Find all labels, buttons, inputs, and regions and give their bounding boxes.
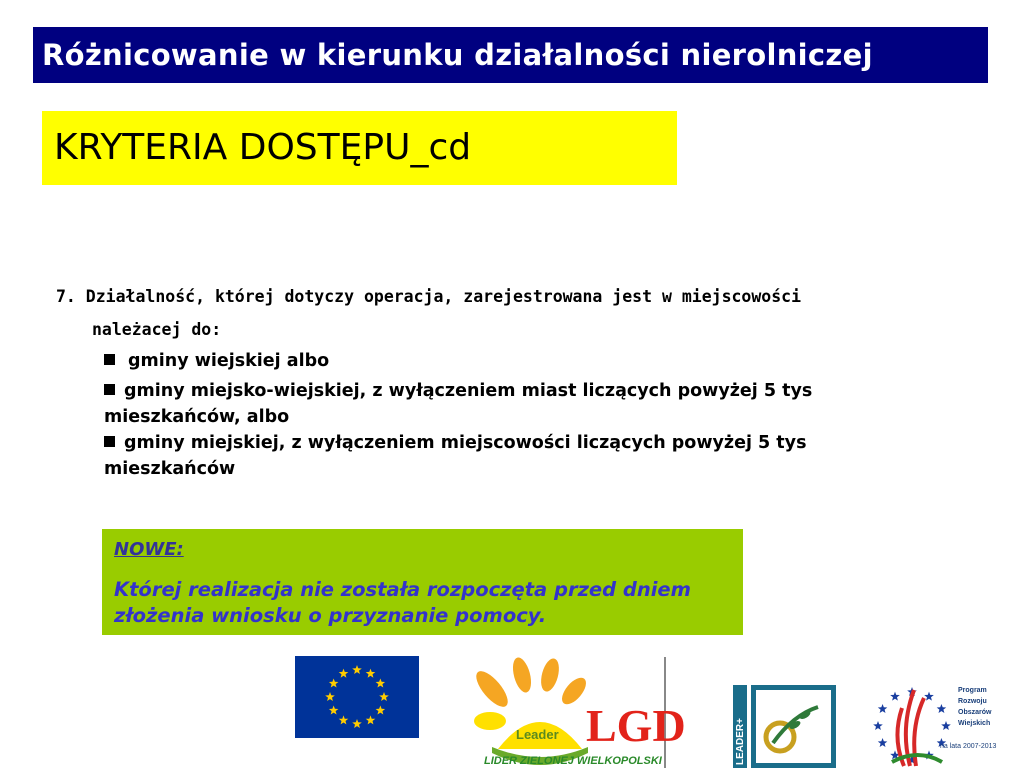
prow-emblem-icon [862, 678, 1024, 768]
bullet-text: gminy miejskiej, z wyłączeniem miejscowości liczących powyżej 5 tys mieszkańców [104, 433, 807, 479]
prow-line: na lata 2007-2013 [940, 743, 997, 750]
slide-title: Różnicowanie w kierunku działalności nierolniczej [33, 27, 988, 83]
leader-caption: LIDER ZIELONEJ WIELKOPOLSKI [484, 755, 662, 767]
star-icon [329, 679, 339, 688]
star-icon [878, 704, 888, 713]
bullet-text: gminy wiejskiej albo [128, 351, 330, 371]
square-bullet-icon [104, 384, 115, 395]
new-label: NOWE: [114, 539, 184, 560]
leader-plus-logo [733, 685, 836, 768]
square-bullet-icon [104, 354, 115, 365]
new-requirement-text: Której realizacja nie została rozpoczęta przed dniem złożenia wniosku o przyznanie pomocy. [114, 578, 691, 627]
star-icon [366, 715, 376, 724]
section-subtitle: KRYTERIA DOSTĘPU_cd [42, 111, 677, 185]
prow-line: Rozwoju [958, 698, 987, 705]
leader-plus-text: LEADER+ [735, 718, 746, 765]
star-icon [329, 706, 339, 715]
star-icon [878, 738, 888, 747]
star-icon [339, 669, 349, 678]
star-icon [376, 706, 386, 715]
bullet-item [104, 378, 914, 430]
new-requirement-box [102, 529, 743, 635]
leader-sun-icon [470, 657, 686, 768]
prow-line: Obszarów [958, 709, 992, 716]
star-icon [379, 692, 389, 701]
star-icon [376, 679, 386, 688]
prow-line: Program [958, 687, 987, 694]
star-icon [339, 715, 349, 724]
star-icon [873, 721, 883, 730]
criterion-lead-line-1: 7. Działalność, której dotyczy operacja, zarejestrowana jest w miejscowości [56, 287, 802, 306]
lgd-text: LGD [586, 700, 686, 751]
star-icon [890, 692, 900, 701]
star-icon [366, 669, 376, 678]
criterion-lead-line-2: należacej do: [92, 320, 222, 339]
eu-stars-icon [295, 656, 419, 738]
bullet-item [104, 430, 914, 482]
eu-flag-logo [295, 656, 419, 738]
leader-lgd-logo [470, 657, 686, 768]
prow-line: Wiejskich [958, 720, 991, 727]
square-bullet-icon [104, 436, 115, 447]
star-icon [941, 721, 951, 730]
leader-plus-icon [733, 685, 836, 768]
leader-word: Leader [516, 727, 559, 742]
star-icon [937, 704, 947, 713]
bullet-item [104, 348, 914, 374]
star-icon [924, 692, 934, 701]
bullet-text: gminy miejsko-wiejskiej, z wyłączeniem miast liczących powyżej 5 tys mieszkańców, albo [104, 381, 813, 427]
star-icon [352, 665, 362, 674]
star-icon [325, 692, 335, 701]
star-icon [352, 719, 362, 728]
prow-logo [862, 678, 1024, 768]
